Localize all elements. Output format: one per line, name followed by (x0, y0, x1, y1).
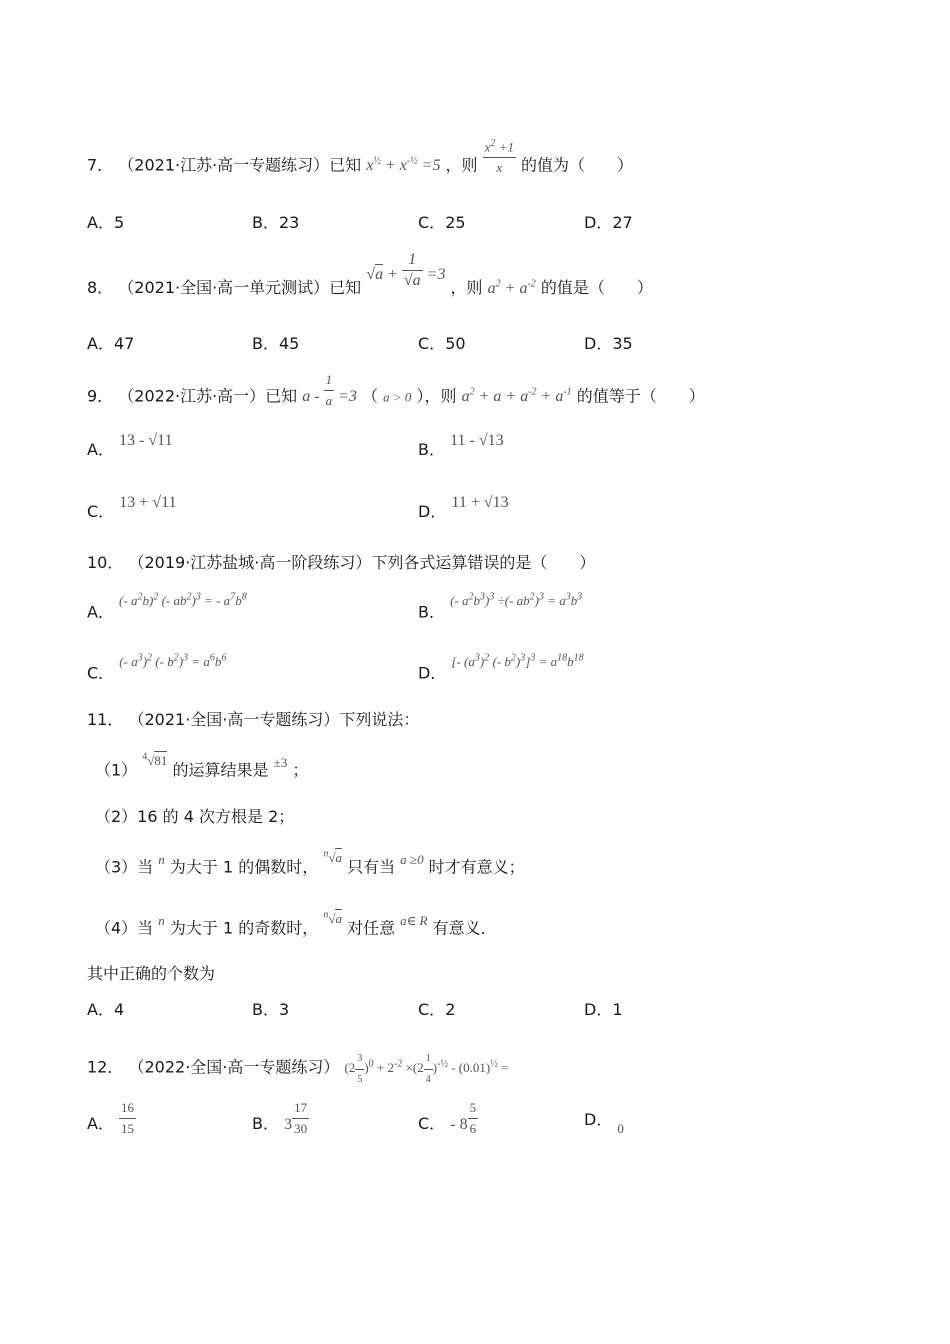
q10-option-c[interactable]: C． $^{(- a^3)^2 (- b^2)^3 = a^6b^6}$ (87, 653, 227, 683)
q12-option-b[interactable]: B． 3 $\frac{17}{30}$ (252, 1100, 308, 1136)
q9-option-d[interactable]: D． 11 + √13 (418, 494, 509, 521)
q11-nth-root-a: n√a (323, 849, 342, 866)
q9-option-c[interactable]: C． 13 + √11 (87, 494, 177, 521)
q11-pm3: ±3 (273, 755, 288, 771)
q7-option-c[interactable]: C．25 (418, 213, 466, 232)
q9-given-expr: a - $\frac{1}{a}$ =3 (302, 372, 357, 409)
q7-stem: 7． （2021·江苏·高一专题练习）已知 $x^{\frac{1}{2}} + x^{-\frac{1}{2}} =5$ ，则 $\frac{x^2 +1}{x}$ 的值为（ ） (87, 152, 633, 178)
q11-option-d[interactable]: D．1 (584, 1000, 623, 1019)
q11-statement-4: （4）当 $^n$ 为大于 1 的奇数时， $^{^n√a}$ 对任意 $^{a\in R}$ 有意义． (95, 910, 497, 938)
q12-option-c[interactable]: C． - 8 $\frac{5}{6}$ (418, 1100, 477, 1136)
q11-statement-1: （1） $^{^4√81}$ 的运算结果是 $^{\pm 3}$ ； (95, 752, 309, 780)
q11-stem: 11． （2021·全国·高一专题练习）下列说法： (87, 710, 420, 729)
q9-condition: a > 0 (383, 389, 412, 405)
q8-option-b[interactable]: B．45 (252, 334, 300, 353)
q11-option-a[interactable]: A．4 (87, 1000, 125, 1019)
q7-fraction: $\frac{x^2 +1}{x}$ (483, 134, 516, 178)
q7-option-a[interactable]: A．5 (87, 213, 125, 232)
q7-option-d[interactable]: D．27 (584, 213, 633, 232)
q8-target-expr: $a^2 + a^{-2}$ (487, 278, 536, 298)
q12-option-d[interactable]: D． $_0$ (584, 1110, 624, 1136)
q9-option-b[interactable]: B． 11 - √13 (418, 432, 504, 459)
q11-statement-3: （3）当 $^n$ 为大于 1 的偶数时， $^{^n√a}$ 只有当 $^{a \ge 0}$ 时才有意义； (95, 849, 525, 877)
q11-statement-2: （2）16 的 4 次方根是 2； (95, 807, 295, 826)
q10-stem: 10． （2019·江苏盐城·高一阶段练习）下列各式运算错误的是（ ） (87, 553, 596, 572)
q12-stem: 12． （2022·全国·高一专题练习） (2 $\frac{3}{5}$ )$^0 + 2^{-2} \times(2$ $\frac{1}{4}$ )$^{-\frac{1}{2}} - (0.01)^{\frac{1}{2}}$ = (87, 1049, 508, 1090)
q8-stem: 8． （2021·全国·高一单元测试）已知 √a + $\frac{1}{√a}$ =3 ，则 $a^2 + a^{-2}$ 的值是（ ） (87, 251, 653, 298)
q11-option-c[interactable]: C．2 (418, 1000, 456, 1019)
q11-fourth-root-81: 4√81 (142, 752, 168, 769)
q9-target-expr: $a^2 + a + a^{-2} + a^{-1}$ (461, 387, 572, 406)
q9-stem: 9． （2022·江苏·高一）已知 a - $\frac{1}{a}$ =3 （ a > 0 ），则 $a^2 + a + a^{-2} + a^{-1}$ 的值等于（ ） (87, 372, 705, 409)
q12-option-a[interactable]: A． $\frac{16}{15}$ (87, 1100, 135, 1136)
q8-option-d[interactable]: D．35 (584, 334, 633, 353)
q10-option-a[interactable]: A． $^{(- a^2b)^2 (- ab^2)^3 = - a^7b^8}$ (87, 592, 247, 622)
q7-option-b[interactable]: B．23 (252, 213, 300, 232)
q10-option-d[interactable]: D． $^{[- (a^3)^2 (- b^2)^3]^3 = a^{18}b^{18}}$ (418, 653, 584, 683)
q11-question: 其中正确的个数为 (87, 964, 216, 983)
q8-option-c[interactable]: C．50 (418, 334, 466, 353)
q10-option-b[interactable]: B． $^{(- a^2b^3)^3 \div(- ab^2)^3 = a^3b^3}$ (418, 592, 583, 622)
q8-option-a[interactable]: A．47 (87, 334, 135, 353)
q7-given-expr: $x^{\frac{1}{2}} + x^{-\frac{1}{2}} =5$ (366, 156, 441, 175)
q9-option-a[interactable]: A． 13 - √11 (87, 432, 173, 459)
q12-expression: (2 $\frac{3}{5}$ )$^0 + 2^{-2} \times(2$ $\frac{1}{4}$ )$^{-\frac{1}{2}} - (0.01)^{\frac{1}{2}}$ = (344, 1060, 508, 1075)
q11-option-b[interactable]: B．3 (252, 1000, 290, 1019)
q8-given-expr: √a + $\frac{1}{√a}$ =3 (366, 251, 446, 289)
